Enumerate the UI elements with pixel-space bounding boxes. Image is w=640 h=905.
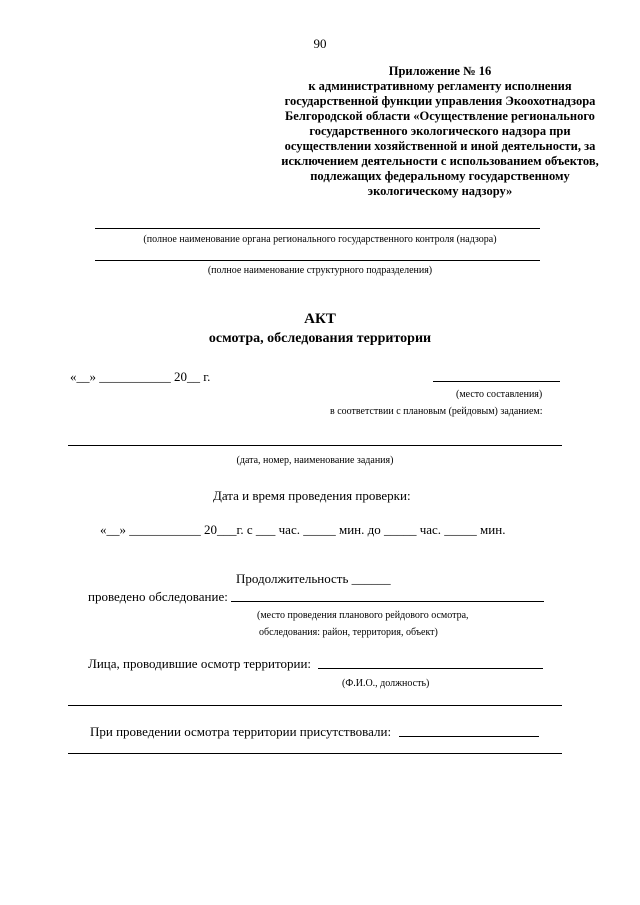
place-line [433,381,560,382]
appendix-line: подлежащих федеральному государственному [310,169,570,183]
persons-caption: (Ф.И.О., должность) [342,678,430,689]
division-name-line [95,260,540,261]
appendix-line: к административному регламенту исполнения [308,79,572,93]
page-number: 90 [313,36,327,51]
appendix-line: осуществлении хозяйственной и иной деятельности, за [284,139,596,153]
task-line [68,445,562,446]
according-text: в соответствии с плановым (рейдовым) заданием: [330,406,543,417]
appendix-line: государственной функции управления Экоохотнадзора [284,94,596,108]
place-caption: (место составления) [456,389,543,400]
present-line [399,736,539,737]
appendix-line: экологическому надзору» [367,184,513,198]
survey-caption-2: обследования: район, территория, объект) [259,627,438,638]
survey-caption-1: (место проведения планового рейдового осмотра, [257,610,469,621]
inspection-heading: Дата и время проведения проверки: [213,488,411,503]
present-label: При проведении осмотра территории присутствовали: [90,724,392,739]
organ-name-line [95,228,540,229]
inspection-datetime: «__» ___________ 20___г. с ___ час. _____ мин. до _____ час. _____ мин. [100,522,506,537]
duration: Продолжительность ______ [236,571,391,586]
task-caption: (дата, номер, наименование задания) [236,455,394,466]
persons-extra-line [68,705,562,706]
survey-label: проведено обследование: [88,589,228,604]
appendix-line: Белгородской области «Осуществление регионального [285,109,595,123]
compile-date: «__» ___________ 20__ г. [70,369,211,384]
appendix-line: государственного экологического надзора при [309,124,571,138]
persons-line [318,668,543,669]
division-name-caption: (полное наименование структурного подразделения) [207,265,433,276]
organ-name-caption: (полное наименование органа регионального государственного контроля (надзора) [143,234,497,245]
act-title: АКТ [304,311,336,327]
appendix-line: исключением деятельности с использованием объектов, [281,154,599,168]
act-subtitle: осмотра, обследования территории [208,331,432,346]
persons-label: Лица, проводившие осмотр территории: [88,656,312,671]
present-extra-line [68,753,562,754]
appendix-header [255,64,625,199]
survey-line [231,601,544,602]
appendix-line: Приложение № 16 [388,64,492,78]
